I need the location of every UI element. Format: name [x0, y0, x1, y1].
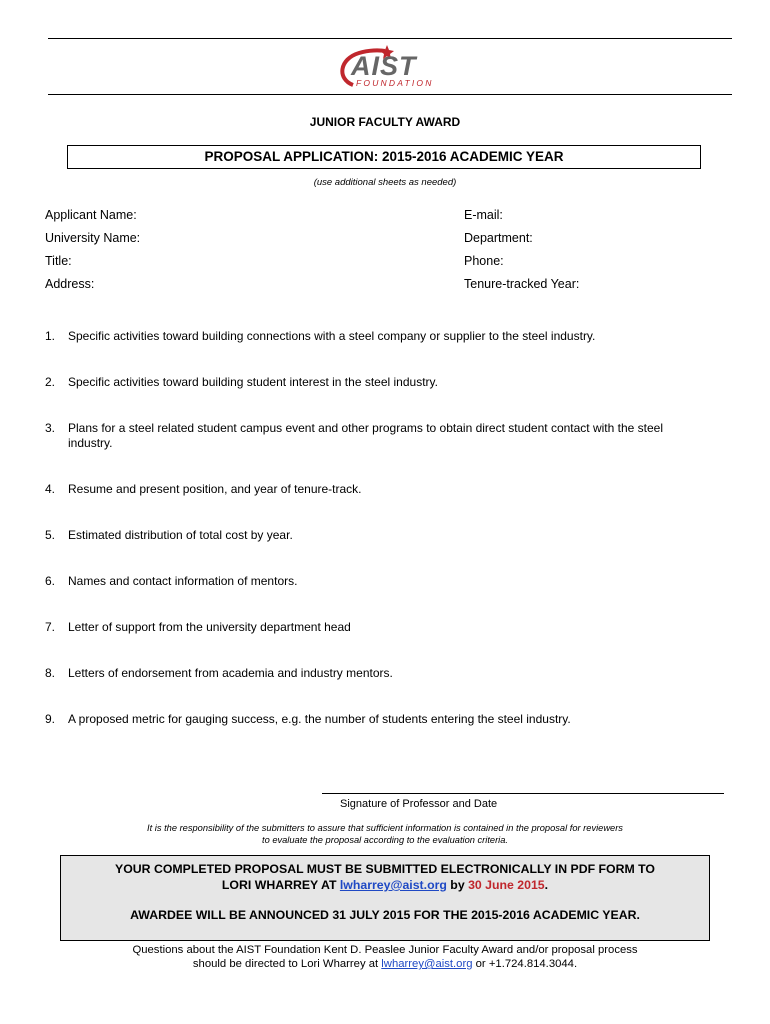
aist-foundation-logo	[335, 45, 439, 91]
item-text: Names and contact information of mentors.	[68, 574, 298, 588]
logo-subtitle: FOUNDATION	[356, 78, 434, 88]
item-text: A proposed metric for gauging success, e.g. the number of students entering the steel industry.	[68, 712, 571, 726]
item-text: Letters of endorsement from academia and industry mentors.	[68, 666, 393, 680]
item-number: 9.	[45, 712, 56, 726]
item-number: 2.	[45, 375, 56, 389]
top-rule	[48, 38, 732, 39]
notice-deadline: 30 June 2015	[468, 878, 545, 892]
department-label: Department:	[464, 231, 533, 245]
submission-notice-box	[60, 855, 710, 941]
item-number: 6.	[45, 574, 56, 588]
award-heading: JUNIOR FACULTY AWARD	[309, 115, 461, 129]
header-bottom-rule	[48, 94, 732, 95]
notice-line3: AWARDEE WILL BE ANNOUNCED 31 JULY 2015 FOR THE 2015-2016 ACADEMIC YEAR.	[130, 908, 640, 922]
footer-line1: Questions about the AIST Foundation Kent D. Peaslee Junior Faculty Award and/or proposal process	[132, 944, 638, 956]
footer-email-link[interactable]: lwharrey@aist.org	[381, 958, 473, 970]
notice-email-link[interactable]: lwharrey@aist.org	[339, 878, 447, 892]
item-number: 8.	[45, 666, 56, 680]
item-number: 4.	[45, 482, 56, 496]
title-label: Title:	[45, 254, 72, 268]
applicant-name-label: Applicant Name:	[45, 208, 137, 222]
tenure-tracked-year-label: Tenure-tracked Year:	[464, 277, 580, 291]
responsibility-note-line2: to evaluate the proposal according to the evaluation criteria.	[261, 835, 508, 845]
footer-line2	[0, 957, 770, 971]
item-number: 3.	[45, 421, 56, 435]
logo-wordmark: AIST	[351, 51, 417, 81]
notice-by: by	[446, 878, 469, 892]
address-label: Address:	[45, 277, 95, 291]
item-text: Estimated distribution of total cost by year.	[68, 528, 293, 542]
notice-period: .	[544, 878, 549, 892]
notice-line1: YOUR COMPLETED PROPOSAL MUST BE SUBMITTED ELECTRONICALLY IN PDF FORM TO	[115, 862, 655, 876]
item-text: Plans for a steel related student campus event and other programs to obtain direct student contact with the steel industry.	[68, 421, 664, 450]
item-text: Specific activities toward building connections with a steel company or supplier to the steel industry.	[68, 329, 596, 343]
footer-phone-text: or +1.724.814.3044.	[472, 958, 578, 970]
email-label: E-mail:	[464, 208, 503, 222]
item-number: 7.	[45, 620, 56, 634]
item-number: 5.	[45, 528, 56, 542]
responsibility-note-line1: It is the responsibility of the submitters to assure that sufficient information is contained in the proposal for reviewers	[147, 823, 623, 833]
item-text: Resume and present position, and year of tenure-track.	[68, 482, 362, 496]
proposal-title-box	[67, 145, 701, 169]
signature-line[interactable]	[322, 793, 724, 794]
university-name-label: University Name:	[45, 231, 141, 245]
footer-contact-text: should be directed to Lori Wharrey at	[192, 958, 382, 970]
notice-line2	[61, 878, 709, 893]
item-text: Specific activities toward building student interest in the steel industry.	[68, 375, 438, 389]
phone-label: Phone:	[464, 254, 504, 268]
item-text: Letter of support from the university department head	[68, 620, 351, 634]
proposal-title: PROPOSAL APPLICATION: 2015-2016 ACADEMIC YEAR	[204, 149, 564, 164]
item-number: 1.	[45, 329, 56, 343]
additional-sheets-note: (use additional sheets as needed)	[313, 177, 457, 188]
signature-label: Signature of Professor and Date	[340, 798, 498, 810]
notice-recipient: LORI WHARREY AT	[221, 878, 340, 892]
